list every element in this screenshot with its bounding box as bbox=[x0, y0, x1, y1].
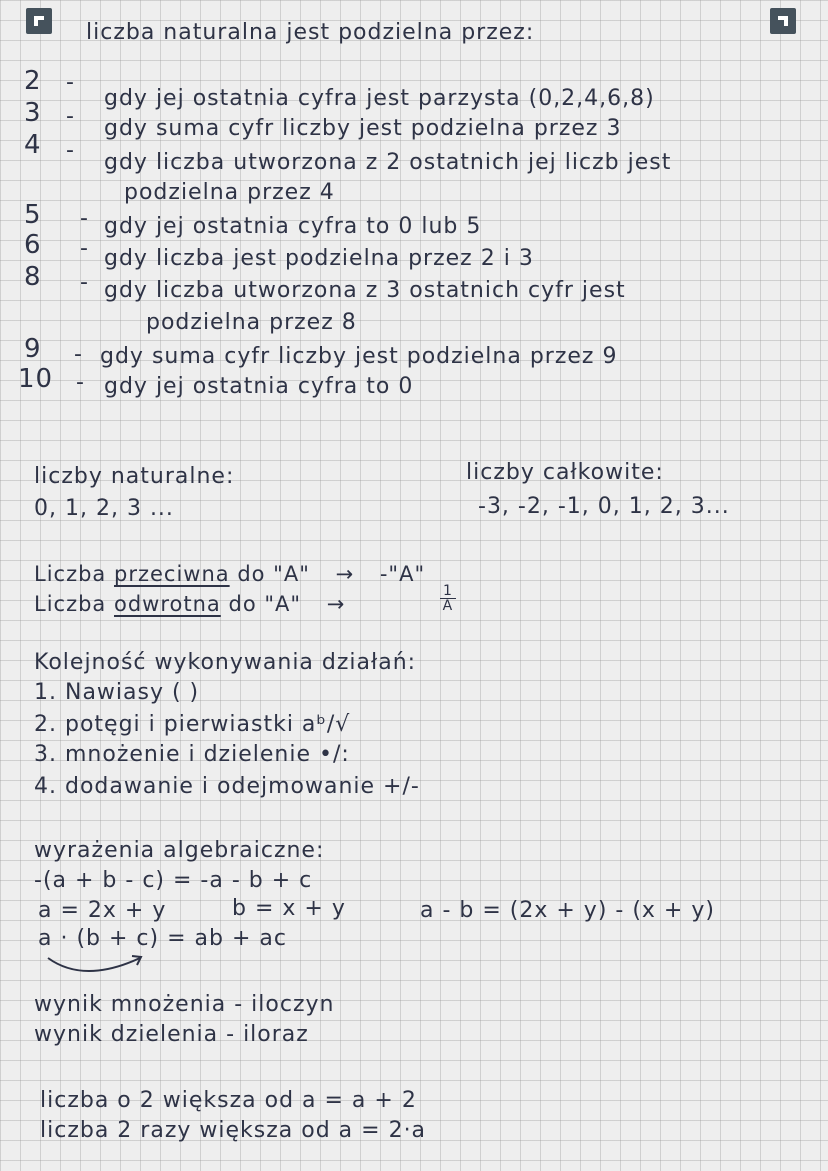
page-title: liczba naturalna jest podzielna przez: bbox=[86, 20, 535, 45]
opposite-term: przeciwna bbox=[114, 562, 230, 586]
integers-label: liczby całkowite: bbox=[466, 460, 664, 485]
integers-values: -3, -2, -1, 0, 1, 2, 3... bbox=[478, 494, 730, 519]
rule-dash: - bbox=[80, 206, 89, 231]
opposite-post: do "A" bbox=[237, 562, 310, 586]
order-item: 1. Nawiasy ( ) bbox=[34, 680, 200, 705]
comparison-line: liczba o 2 większa od a = a + 2 bbox=[40, 1088, 417, 1113]
algebra-line: a = 2x + y bbox=[38, 898, 167, 923]
algebra-line: a · (b + c) = ab + ac bbox=[38, 926, 287, 951]
rule-text-continued: podzielna przez 8 bbox=[146, 310, 357, 335]
rule-text: gdy jej ostatnia cyfra to 0 bbox=[104, 374, 414, 399]
rule-number: 10 bbox=[18, 364, 54, 394]
rule-number: 5 bbox=[24, 200, 42, 230]
rule-number: 8 bbox=[24, 262, 42, 292]
rule-text: gdy suma cyfr liczby jest podzielna przez 9 bbox=[100, 344, 618, 369]
result-line: wynik mnożenia - iloczyn bbox=[34, 992, 335, 1017]
fraction-denominator: A bbox=[442, 598, 454, 614]
result-line: wynik dzielenia - iloraz bbox=[34, 1022, 309, 1047]
algebra-line: b = x + y bbox=[232, 896, 346, 921]
rule-number: 9 bbox=[24, 334, 42, 364]
rule-text: gdy jej ostatnia cyfra to 0 lub 5 bbox=[104, 214, 482, 239]
naturals-values: 0, 1, 2, 3 ... bbox=[34, 496, 174, 521]
reciprocal-fraction bbox=[440, 584, 456, 613]
opposite-pre: Liczba bbox=[34, 562, 107, 586]
reciprocal-post: do "A" bbox=[228, 592, 302, 616]
opposite-line bbox=[34, 564, 425, 585]
rule-dash: - bbox=[66, 104, 75, 129]
rule-text: gdy suma cyfr liczby jest podzielna przez 3 bbox=[104, 116, 622, 141]
rule-text: gdy liczba utworzona z 3 ostatnich cyfr jest bbox=[104, 278, 626, 303]
algebra-line: a - b = (2x + y) - (x + y) bbox=[420, 898, 715, 923]
naturals-label: liczby naturalne: bbox=[34, 464, 235, 489]
order-item: 3. mnożenie i dzielenie •/: bbox=[34, 742, 350, 767]
distribution-arrow-icon bbox=[44, 950, 154, 986]
rule-text: gdy jej ostatnia cyfra jest parzysta (0,2,4,6,8) bbox=[104, 86, 655, 111]
rule-dash: - bbox=[80, 236, 89, 261]
opposite-result: -"A" bbox=[379, 562, 426, 586]
order-title: Kolejność wykonywania działań: bbox=[34, 650, 417, 675]
rule-text-continued: podzielna przez 4 bbox=[124, 180, 335, 205]
fraction-numerator: 1 bbox=[440, 584, 456, 599]
rule-dash: - bbox=[66, 70, 75, 95]
rule-number: 2 bbox=[24, 66, 42, 96]
order-item: 4. dodawanie i odejmowanie +/- bbox=[34, 774, 420, 799]
arrow-right-icon: → bbox=[335, 562, 355, 586]
reciprocal-term: odwrotna bbox=[114, 592, 221, 616]
rule-dash: - bbox=[76, 370, 85, 395]
algebra-line: -(a + b - c) = -a - b + c bbox=[34, 868, 313, 893]
corner-marker-icon bbox=[26, 8, 52, 34]
rule-dash: - bbox=[80, 270, 89, 295]
algebra-title: wyrażenia algebraiczne: bbox=[34, 838, 325, 863]
rule-dash: - bbox=[66, 138, 75, 163]
arrow-right-icon: → bbox=[326, 592, 346, 616]
corner-marker-icon bbox=[770, 8, 796, 34]
rule-text: gdy liczba utworzona z 2 ostatnich jej liczb jest bbox=[104, 150, 672, 175]
order-item: 2. potęgi i pierwiastki aᵇ/√ bbox=[34, 712, 351, 737]
rule-text: gdy liczba jest podzielna przez 2 i 3 bbox=[104, 246, 534, 271]
reciprocal-pre: Liczba bbox=[34, 592, 107, 616]
rule-number: 4 bbox=[24, 130, 42, 160]
reciprocal-line bbox=[34, 594, 345, 615]
rule-dash: - bbox=[74, 342, 83, 367]
rule-number: 6 bbox=[24, 230, 42, 260]
comparison-line: liczba 2 razy większa od a = 2·a bbox=[40, 1118, 427, 1143]
rule-number: 3 bbox=[24, 98, 42, 128]
